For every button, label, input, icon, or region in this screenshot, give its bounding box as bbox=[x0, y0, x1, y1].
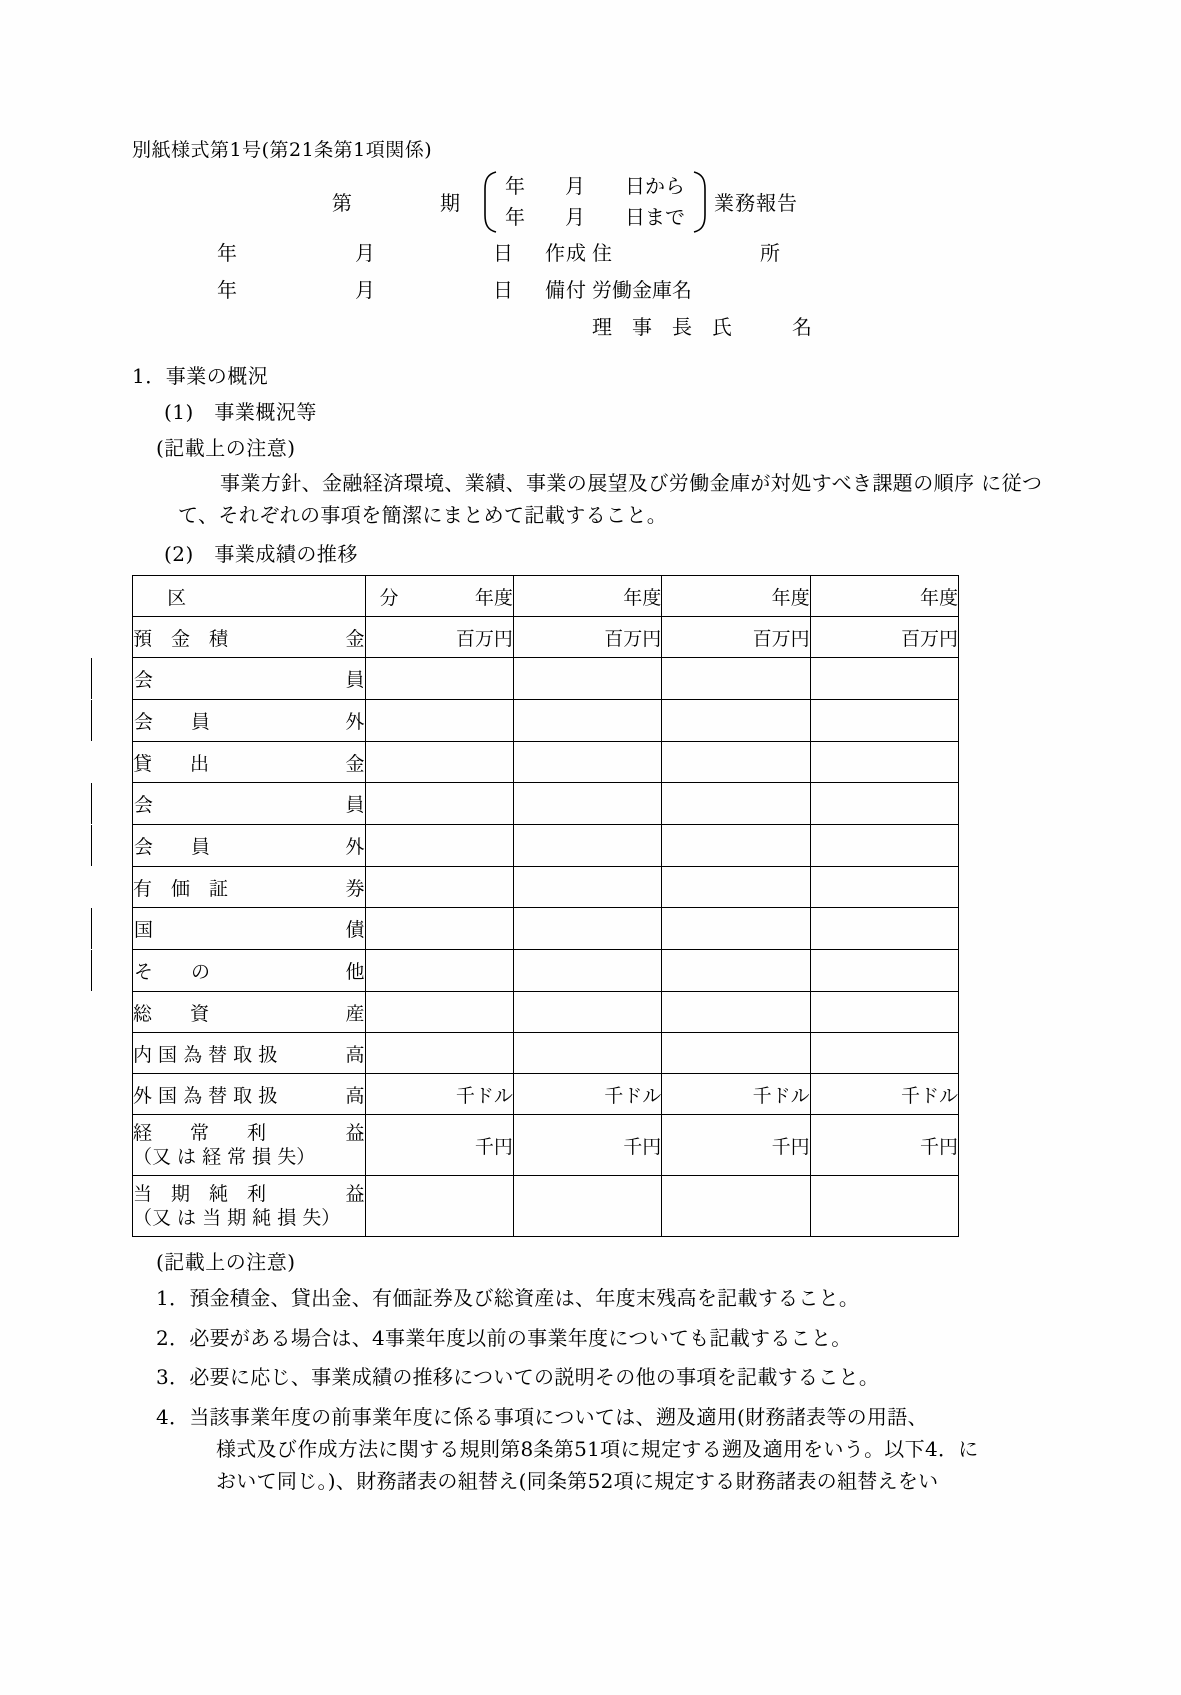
row-label-total-assets bbox=[133, 992, 366, 1033]
row-label-text bbox=[133, 999, 365, 1026]
cell-loans-nonmember-1[interactable] bbox=[365, 825, 513, 867]
cell-deposits-1[interactable]: 百万円 bbox=[365, 617, 513, 658]
cell-domestic-exchange-3[interactable] bbox=[662, 1033, 810, 1074]
cell-domestic-exchange-1[interactable] bbox=[365, 1033, 513, 1074]
header-year-cell-3: 年度 bbox=[662, 576, 810, 617]
row-label-right: 外 bbox=[345, 711, 365, 734]
row-label-right: 高 bbox=[345, 1043, 365, 1066]
section-1-note-head: (記載上の注意) bbox=[156, 435, 296, 460]
row-label-left: 有 価 証 bbox=[133, 877, 229, 900]
cell-other-securities-2[interactable] bbox=[513, 950, 661, 992]
row-label-right: 産 bbox=[345, 1002, 365, 1025]
table-row bbox=[133, 783, 959, 825]
row-label-text bbox=[134, 665, 365, 692]
table-row bbox=[133, 992, 959, 1033]
row-label-right: 他 bbox=[345, 961, 365, 984]
cell-government-bonds-1[interactable] bbox=[365, 908, 513, 950]
row-label-right: 員 bbox=[345, 794, 365, 817]
cell-deposits-nonmember-2[interactable] bbox=[513, 700, 661, 742]
row-label-right: 外 bbox=[345, 836, 365, 859]
cell-loans-1[interactable] bbox=[365, 742, 513, 783]
cell-securities-4[interactable] bbox=[810, 867, 958, 908]
row-label-left: 会 員 bbox=[134, 836, 211, 859]
row-label-text bbox=[133, 1040, 365, 1067]
cell-total-assets-2[interactable] bbox=[513, 992, 661, 1033]
footnotes-list bbox=[132, 1282, 1052, 1497]
row-label-text bbox=[133, 749, 365, 776]
row-label-ordinary-profit bbox=[133, 1115, 366, 1176]
table-row bbox=[133, 825, 959, 867]
row-label-foreign-exchange bbox=[133, 1074, 366, 1115]
footnote-text-4-line-3: おいて同じ。)、財務諸表の組替え(同条第52項に規定する財務諸表の組替えをい bbox=[216, 1469, 939, 1494]
row-label-inner bbox=[91, 658, 365, 699]
header-row-1 bbox=[132, 235, 1052, 272]
table-row bbox=[133, 950, 959, 992]
row-label-text bbox=[134, 915, 365, 942]
row-label-left: 外 国 為 替 取 扱 bbox=[133, 1084, 278, 1107]
footnote-text-4-line-1: 当該事業年度の前事業年度に係る事項については、遡及適用(財務諸表等の用語、 bbox=[189, 1404, 928, 1429]
table-row bbox=[133, 1033, 959, 1074]
form-number: 別紙様式第1号(第21条第1項関係) bbox=[132, 139, 433, 161]
cell-deposits-2[interactable]: 百万円 bbox=[513, 617, 661, 658]
row-label-left: 会 員 bbox=[134, 711, 211, 734]
header-row-3 bbox=[132, 309, 1052, 346]
row-label-text bbox=[133, 1182, 365, 1206]
row-label-text bbox=[133, 1121, 365, 1145]
cell-ordinary-profit-2[interactable]: 千円 bbox=[513, 1115, 661, 1176]
section-1-item-2: (2) 事業成績の推移 bbox=[164, 542, 358, 567]
footnote-item-4 bbox=[132, 1401, 1052, 1498]
table-row bbox=[133, 908, 959, 950]
business-results-table-wrap bbox=[132, 575, 1052, 1237]
row-label-left: 会 bbox=[134, 669, 154, 692]
row-label-left: 経 常 利 bbox=[133, 1122, 267, 1145]
table-body bbox=[133, 576, 959, 1237]
section-1-paragraph-line-1: 事業方針、金融経済環境、業績、事業の展望及び労働金庫が対処すべき課題の順序 bbox=[220, 470, 975, 495]
row-label-text bbox=[133, 874, 365, 901]
cell-foreign-exchange-2[interactable]: 千ドル bbox=[513, 1074, 661, 1115]
footnote-number-4: 4． bbox=[156, 1404, 190, 1429]
cell-loans-nonmember-4[interactable] bbox=[810, 825, 958, 867]
row-label-right: 益 bbox=[345, 1122, 365, 1145]
row-label-deposits-nonmember bbox=[133, 700, 366, 742]
header-info-block bbox=[132, 235, 1052, 346]
header-row-3-spacer bbox=[132, 309, 532, 346]
row-label-left: 預 金 積 bbox=[133, 627, 229, 650]
row-label-right: 債 bbox=[345, 919, 365, 942]
row-label-text bbox=[134, 790, 365, 817]
table-row bbox=[133, 1074, 959, 1115]
cell-ordinary-profit-3[interactable]: 千円 bbox=[662, 1115, 810, 1176]
header-row-2 bbox=[132, 272, 1052, 309]
footnote-item-2 bbox=[132, 1322, 1052, 1354]
filing-action-label: 備付 bbox=[545, 277, 587, 302]
cell-loans-member-4[interactable] bbox=[810, 783, 958, 825]
table-row bbox=[133, 1115, 959, 1176]
footnote-item-1 bbox=[132, 1282, 1052, 1314]
cell-deposits-nonmember-4[interactable] bbox=[810, 700, 958, 742]
table-row bbox=[133, 742, 959, 783]
cell-deposits-nonmember-3[interactable] bbox=[662, 700, 810, 742]
section-1-title: 1．事業の概況 bbox=[132, 363, 269, 388]
section-1-item-1: (1) 事業概況等 bbox=[164, 399, 317, 424]
cell-deposits-nonmember-1[interactable] bbox=[365, 700, 513, 742]
cell-other-securities-3[interactable] bbox=[662, 950, 810, 992]
row-label-text bbox=[133, 624, 365, 651]
row-label-right: 益 bbox=[345, 1183, 365, 1206]
row-label-right: 高 bbox=[345, 1084, 365, 1107]
row-label-inner bbox=[91, 783, 365, 824]
header-year-cell-1: 年度 bbox=[365, 576, 513, 617]
table-row bbox=[133, 658, 959, 700]
cell-loans-member-1[interactable] bbox=[365, 783, 513, 825]
row-label-right: 員 bbox=[345, 669, 365, 692]
left-brace-icon bbox=[482, 171, 499, 233]
row-label-line-2: （又 は 当 期 純 損 失） bbox=[133, 1207, 341, 1230]
cell-loans-member-2[interactable] bbox=[513, 783, 661, 825]
cell-loans-2[interactable] bbox=[513, 742, 661, 783]
cell-total-assets-3[interactable] bbox=[662, 992, 810, 1033]
row-label-deposits-member bbox=[133, 658, 366, 700]
form-sheet bbox=[132, 138, 1052, 1498]
cell-net-income-3[interactable] bbox=[662, 1176, 810, 1237]
cell-foreign-exchange-4[interactable]: 千ドル bbox=[810, 1074, 958, 1115]
row-label-left: 会 bbox=[134, 794, 154, 817]
cell-total-assets-4[interactable] bbox=[810, 992, 958, 1033]
cell-deposits-member-1[interactable] bbox=[365, 658, 513, 700]
row-label-left: 当 期 純 利 bbox=[133, 1183, 267, 1206]
row-label-deposits bbox=[133, 617, 366, 658]
row-label-line-2: （又 は 経 常 損 失） bbox=[133, 1146, 316, 1169]
header-category-left: 区 bbox=[167, 586, 187, 609]
row-label-left: 貸 出 bbox=[133, 752, 210, 775]
header-year-cell-2: 年度 bbox=[513, 576, 661, 617]
cell-loans-nonmember-3[interactable] bbox=[662, 825, 810, 867]
cell-securities-1[interactable] bbox=[365, 867, 513, 908]
footnote-text-4-line-2: 様式及び作成方法に関する規則第8条第51項に規定する遡及適用をいう。以下4．に bbox=[216, 1437, 979, 1462]
header-category-cell bbox=[133, 576, 399, 617]
chairman-name-label: 理 事 長 氏 名 bbox=[592, 314, 812, 339]
cell-foreign-exchange-1[interactable]: 千ドル bbox=[365, 1074, 513, 1115]
creation-date-blank: 年 月 日 bbox=[217, 240, 539, 265]
cell-ordinary-profit-4[interactable]: 千円 bbox=[810, 1115, 958, 1176]
business-results-table bbox=[132, 575, 959, 1237]
cell-government-bonds-2[interactable] bbox=[513, 908, 661, 950]
row-label-inner bbox=[91, 825, 365, 866]
row-label-left: 内 国 為 替 取 扱 bbox=[133, 1043, 278, 1066]
cell-foreign-exchange-3[interactable]: 千ドル bbox=[662, 1074, 810, 1115]
footnote-item-3 bbox=[132, 1361, 1052, 1393]
cell-net-income-2[interactable] bbox=[513, 1176, 661, 1237]
row-label-text bbox=[134, 707, 365, 734]
cell-other-securities-1[interactable] bbox=[365, 950, 513, 992]
header-year-cell-4: 年度 bbox=[810, 576, 958, 617]
table-row bbox=[133, 700, 959, 742]
row-label-domestic-exchange bbox=[133, 1033, 366, 1074]
row-label-loans-nonmember bbox=[133, 825, 366, 867]
cell-loans-4[interactable] bbox=[810, 742, 958, 783]
table-row bbox=[133, 867, 959, 908]
filing-date-line bbox=[132, 272, 587, 309]
cell-domestic-exchange-2[interactable] bbox=[513, 1033, 661, 1074]
row-label-left: 総 資 bbox=[133, 1002, 210, 1025]
cell-deposits-4[interactable]: 百万円 bbox=[810, 617, 958, 658]
cell-government-bonds-3[interactable] bbox=[662, 908, 810, 950]
creation-date-line bbox=[132, 235, 587, 272]
period-label: 第 期 bbox=[332, 191, 476, 216]
footnote-text-3: 必要に応じ、事業成績の推移についての説明その他の事項を記載すること。 bbox=[189, 1365, 880, 1390]
filing-date-blank: 年 月 日 bbox=[217, 277, 539, 302]
table-row bbox=[133, 1176, 959, 1237]
right-brace-icon bbox=[691, 171, 708, 233]
cell-securities-2[interactable] bbox=[513, 867, 661, 908]
cell-deposits-member-2[interactable] bbox=[513, 658, 661, 700]
row-label-right: 金 bbox=[345, 752, 365, 775]
row-label-two-line bbox=[133, 1121, 365, 1170]
row-label-left: そ の bbox=[134, 961, 211, 984]
period-brace-group bbox=[482, 171, 708, 233]
period-date-from: 年 月 日から bbox=[505, 173, 685, 198]
cell-ordinary-profit-1[interactable]: 千円 bbox=[365, 1115, 513, 1176]
cell-total-assets-1[interactable] bbox=[365, 992, 513, 1033]
cell-loans-member-3[interactable] bbox=[662, 783, 810, 825]
footnote-text-1: 預金積金、貸出金、有価証券及び総資産は、年度末残高を記載すること。 bbox=[189, 1286, 860, 1311]
row-label-other-securities bbox=[133, 950, 366, 992]
period-date-to: 年 月 日まで bbox=[505, 204, 685, 229]
cell-domestic-exchange-4[interactable] bbox=[810, 1033, 958, 1074]
footnote-number-2: 2． bbox=[156, 1325, 190, 1350]
bank-name-label: 労働金庫名 bbox=[592, 277, 692, 302]
row-label-inner bbox=[91, 908, 365, 949]
table-header-row bbox=[133, 576, 959, 617]
row-label-text bbox=[133, 1081, 365, 1108]
creation-action-label: 作成 bbox=[545, 240, 587, 265]
row-label-text bbox=[134, 832, 365, 859]
cell-other-securities-4[interactable] bbox=[810, 950, 958, 992]
section-1-paragraph bbox=[132, 467, 1052, 532]
footnote-number-3: 3． bbox=[156, 1365, 190, 1390]
row-label-securities bbox=[133, 867, 366, 908]
cell-net-income-4[interactable] bbox=[810, 1176, 958, 1237]
section-1-paragraph-line-2: に従つて、それぞれの事項を簡潔にまとめて記載すること。 bbox=[178, 470, 1043, 528]
footnote-number-1: 1． bbox=[156, 1286, 190, 1311]
cell-deposits-member-3[interactable] bbox=[662, 658, 810, 700]
period-dates bbox=[499, 171, 691, 233]
row-label-right: 金 bbox=[345, 627, 365, 650]
cell-net-income-1[interactable] bbox=[365, 1176, 513, 1237]
row-label-loans bbox=[133, 742, 366, 783]
cell-deposits-member-4[interactable] bbox=[810, 658, 958, 700]
table-row bbox=[133, 617, 959, 658]
row-label-net-income bbox=[133, 1176, 366, 1237]
footnote-text-2: 必要がある場合は、4事業年度以前の事業年度についても記載すること。 bbox=[189, 1325, 852, 1350]
cell-deposits-3[interactable]: 百万円 bbox=[662, 617, 810, 658]
row-label-inner bbox=[91, 700, 365, 741]
cell-loans-nonmember-2[interactable] bbox=[513, 825, 661, 867]
row-label-left: 国 bbox=[134, 919, 154, 942]
footnotes-head: (記載上の注意) bbox=[156, 1250, 296, 1275]
report-title: 業務報告 bbox=[714, 191, 798, 216]
row-label-government-bonds bbox=[133, 908, 366, 950]
cell-government-bonds-4[interactable] bbox=[810, 908, 958, 950]
row-label-inner bbox=[91, 950, 365, 991]
cell-loans-3[interactable] bbox=[662, 742, 810, 783]
row-label-text bbox=[134, 957, 365, 984]
address-label: 住 所 bbox=[592, 240, 802, 265]
header-category-right: 分 bbox=[379, 586, 399, 609]
period-line bbox=[132, 171, 1052, 233]
row-label-right: 券 bbox=[345, 877, 365, 900]
row-label-two-line bbox=[133, 1182, 365, 1231]
row-label-loans-member bbox=[133, 783, 366, 825]
header-category-text bbox=[133, 583, 399, 610]
cell-securities-3[interactable] bbox=[662, 867, 810, 908]
